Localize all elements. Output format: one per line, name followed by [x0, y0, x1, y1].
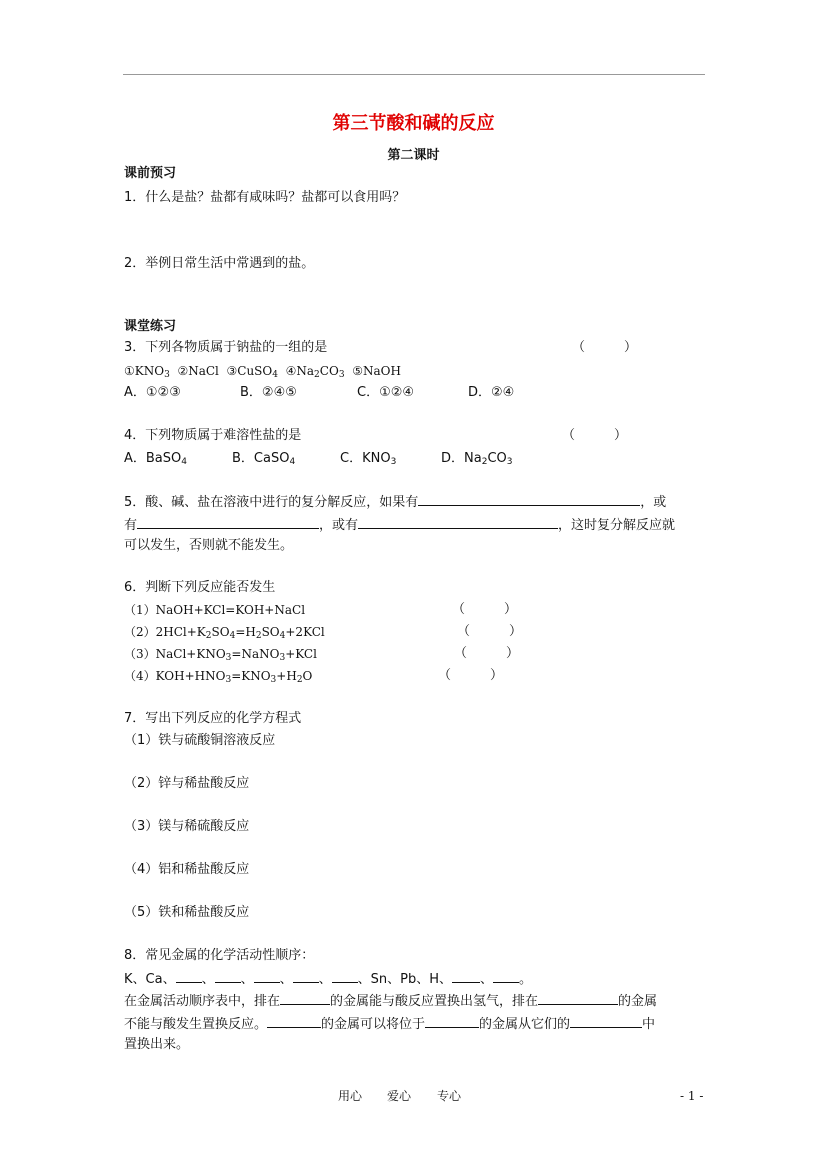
question-3-option-d: D．②④: [468, 385, 515, 400]
question-4-option-c: C．$KNO_3$: [340, 451, 397, 467]
header-rule: [123, 74, 705, 75]
question-7-stem: 7．写出下列反应的化学方程式: [124, 711, 302, 726]
question-4-answer-paren: （ ）: [562, 428, 628, 443]
question-8-sequence: K、Ca、 、 、 、 、 、Sn、Pb、H、 、 。: [124, 969, 532, 989]
footer-motto-2: 爱心: [387, 1089, 412, 1103]
blank[interactable]: [137, 515, 319, 529]
question-6-reaction-3: $(3)NaCl+KNO_3=NaNO_3+KCl$: [124, 647, 317, 663]
question-8-line-5: 置换出来。: [124, 1037, 190, 1052]
question-4-option-b: B．CaSO$_4$: [232, 451, 296, 467]
question-2: 2．举例日常生活中常遇到的盐。: [124, 256, 315, 271]
blank[interactable]: [254, 969, 280, 983]
question-6-paren-1: （ ）: [452, 602, 518, 617]
question-7-sub-1: （1）铁与硫酸铜溶液反应: [124, 733, 276, 748]
footer-motto-1: 用心: [338, 1089, 363, 1103]
question-4-stem: 4．下列物质属于难溶性盐的是: [124, 428, 302, 443]
question-6-paren-3: （ ）: [454, 646, 520, 661]
section-heading-practice: 课堂练习: [124, 319, 177, 334]
question-6-reaction-4: $(4)KOH+HNO_3=KNO_3+H_2O$: [124, 669, 313, 685]
blank[interactable]: [418, 492, 640, 506]
question-7-sub-5: （5）铁和稀盐酸反应: [124, 905, 250, 920]
page-number: - 1 -: [680, 1089, 704, 1103]
blank[interactable]: [293, 969, 319, 983]
blank[interactable]: [452, 969, 480, 983]
blank[interactable]: [358, 515, 558, 529]
question-3-option-c: C．①②④: [357, 385, 415, 400]
question-5-line-1: 5．酸、碱、盐在溶液中进行的复分解反应，如果有 ，或: [124, 492, 666, 512]
blank[interactable]: [570, 1014, 642, 1028]
question-3-option-b: B．②④⑤: [240, 385, 297, 400]
page-title: 第三节酸和碱的反应: [332, 113, 495, 134]
footer-motto-3: 专心: [437, 1089, 462, 1103]
blank[interactable]: [332, 969, 358, 983]
question-1: 1．什么是盐？盐都有咸味吗？盐都可以食用吗？: [124, 190, 406, 205]
section-heading-preview: 课前预习: [124, 166, 177, 181]
question-7-sub-4: （4）铝和稀盐酸反应: [124, 862, 250, 877]
blank[interactable]: [267, 1014, 321, 1028]
question-3-option-a: A．①②③: [124, 385, 181, 400]
question-3-stem: 3．下列各物质属于钠盐的一组的是: [124, 340, 328, 355]
question-5-line-3: 可以发生，否则就不能发生。: [124, 538, 294, 553]
question-4-option-a: A．BaSO$_4$: [124, 451, 187, 467]
question-8-stem: 8．常见金属的化学活动性顺序：: [124, 948, 315, 963]
question-3-answer-paren: （ ）: [572, 340, 638, 355]
blank[interactable]: [538, 991, 618, 1005]
question-4-option-d: D．$Na_2CO_3$: [441, 451, 513, 467]
question-6-paren-4: （ ）: [438, 668, 504, 683]
question-3-items: $①KNO_3$ ②NaCl ③CuSO$_4$ $④Na_2CO_3$ ⑤NaOH: [124, 364, 401, 380]
question-7-sub-3: （3）镁与稀硫酸反应: [124, 819, 250, 834]
question-6-stem: 6．判断下列反应能否发生: [124, 580, 276, 595]
question-6-reaction-1: （1）NaOH+KCl=KOH+NaCl: [124, 603, 306, 617]
question-8-line-4: 不能与酸发生置换反应。 的金属可以将位于 的金属从它们的 中: [124, 1014, 655, 1034]
blank[interactable]: [425, 1014, 479, 1028]
question-7-sub-2: （2）锌与稀盐酸反应: [124, 776, 250, 791]
page-subtitle: 第二课时: [387, 148, 440, 163]
question-5-line-2: 有 ，或有 ，这时复分解反应就: [124, 515, 675, 535]
blank[interactable]: [215, 969, 241, 983]
question-6-paren-2: （ ）: [457, 624, 523, 639]
question-6-reaction-2: $(2)2HCl+K_2SO_4=H_2SO_4+2KCl$: [124, 625, 325, 641]
blank[interactable]: [493, 969, 519, 983]
blank[interactable]: [176, 969, 202, 983]
blank[interactable]: [280, 991, 330, 1005]
question-8-line-3: 在金属活动顺序表中，排在 的金属能与酸反应置换出氢气，排在 的金属: [124, 991, 657, 1011]
